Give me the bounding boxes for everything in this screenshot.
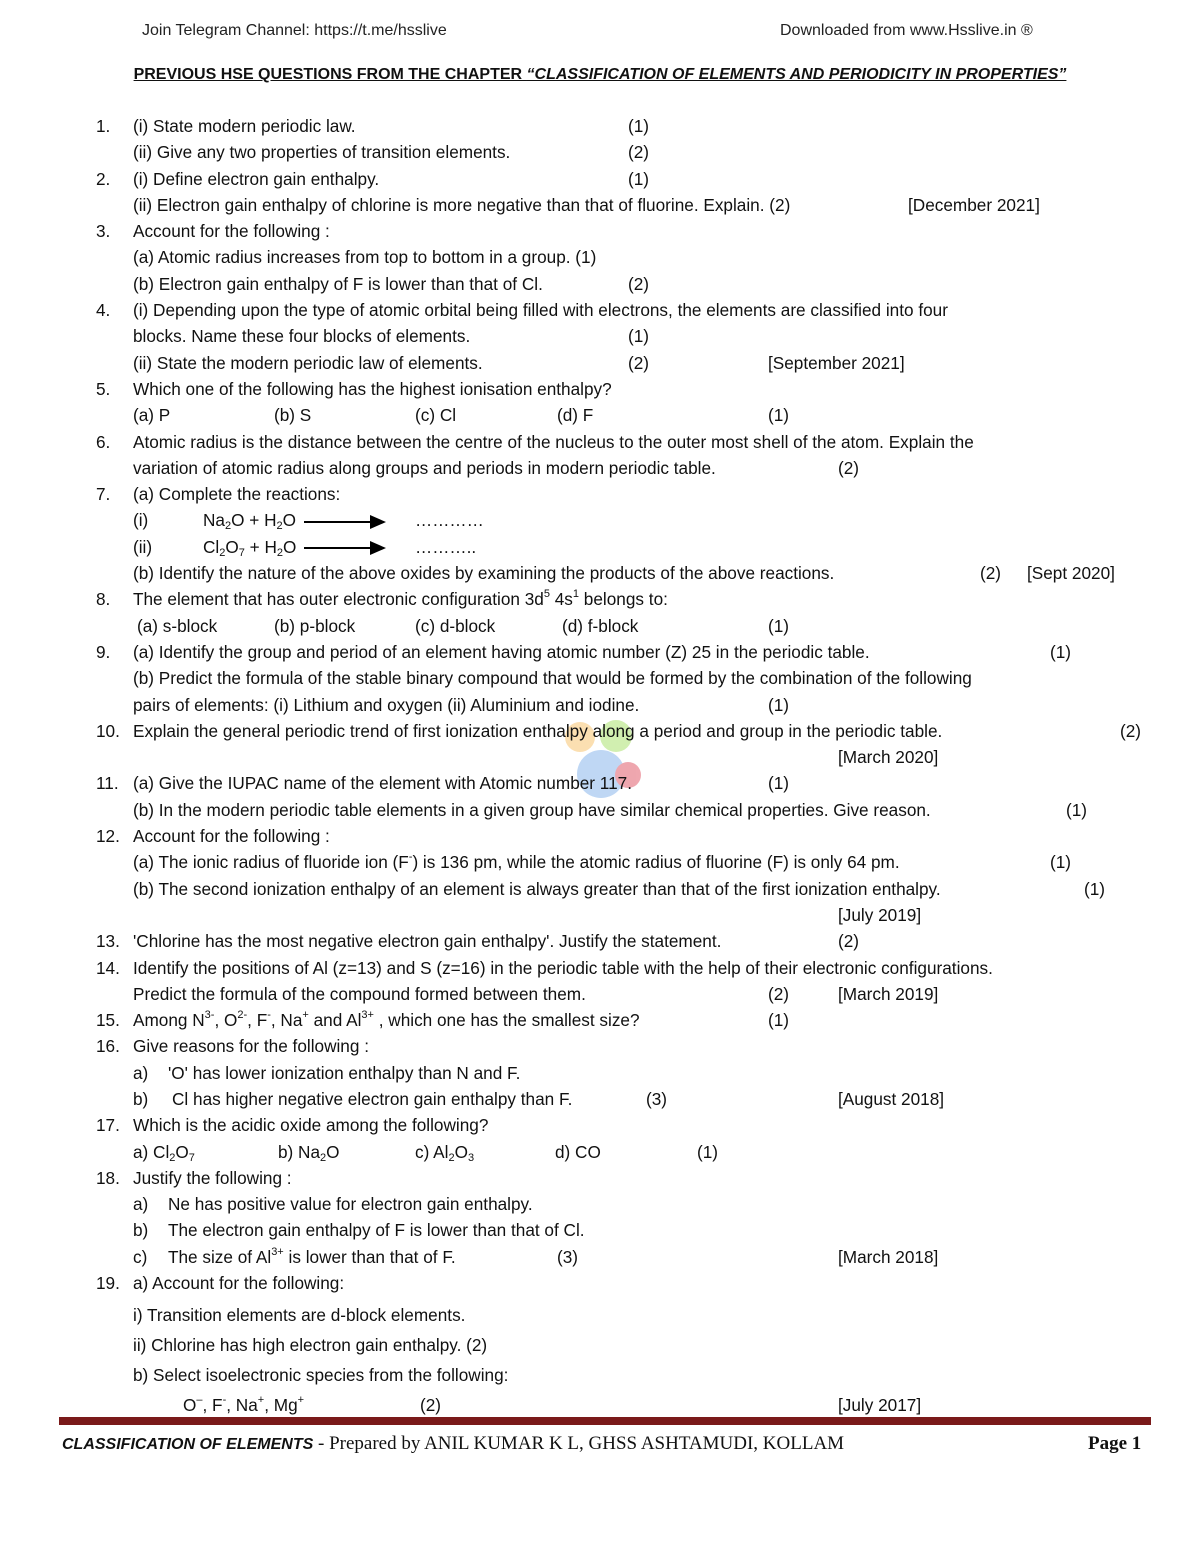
list-item: (b) Predict the formula of the stable binary compound that would be formed by the combination of the following	[133, 668, 972, 689]
list-item: 9. (a) Identify the group and period of an element having atomic number (Z) 25 in the periodic table. (1)	[96, 641, 1072, 662]
list-item: 15. Among $N^{3-}$, $O^{2-}$, F-, Na+ and $Al^{3+}$ , which one has the smallest size? (1)	[96, 1009, 790, 1031]
list-item: 8. The element that has outer electronic configuration $3d^5$ $4s^1$ belongs to:	[96, 588, 668, 610]
header-telegram: Join Telegram Channel: https://t.me/hsslive	[142, 22, 447, 39]
list-item: (a) P (b) S (c) Cl (d) F (1)	[133, 405, 790, 426]
header-download-source: Downloaded from www.Hsslive.in ®	[780, 22, 1033, 39]
list-item: a) Ne has positive value for electron gain enthalpy.	[133, 1194, 533, 1215]
list-item: 6. Atomic radius is the distance between the centre of the nucleus to the outer most shell of the atom. Explain the	[96, 431, 974, 452]
list-item: (a) The ionic radius of fluoride ion (F-) is 136 pm, while the atomic radius of fluorine (F) is only 64 pm. (1)	[133, 851, 1072, 873]
question-list	[0, 113, 1200, 1416]
list-item: 16. Give reasons for the following :	[96, 1036, 369, 1057]
list-item: (a) Atomic radius increases from top to bottom in a group. (1)	[133, 247, 597, 268]
list-item: Predict the formula of the compound formed between them. (2) [March 2019]	[133, 983, 939, 1004]
list-item: b) The electron gain enthalpy of F is lower than that of Cl.	[133, 1220, 585, 1241]
list-item: 17. Which is the acidic oxide among the following?	[96, 1115, 489, 1136]
list-item: 5. Which one of the following has the highest ionisation enthalpy?	[96, 378, 612, 399]
list-item: (a) s-block (b) p-block (c) d-block (d) f-block (1)	[137, 615, 790, 636]
list-item: (b) Identify the nature of the above oxides by examining the products of the above reactions. (2) [Sept 2020]	[133, 563, 1115, 584]
arrow-right-icon	[304, 507, 386, 533]
list-item: (ii) Give any two properties of transition elements. (2)	[133, 142, 650, 163]
list-item: 19. a) Account for the following:	[96, 1273, 345, 1294]
list-item: b) Select isoelectronic species from the following:	[133, 1365, 509, 1386]
list-item: (b) In the modern periodic table elements in a given group have similar chemical properties. Give reason. (1)	[133, 799, 1088, 820]
list-item: O–, F-, Na+, Mg+ (2) [July 2017]	[183, 1394, 922, 1416]
footer-divider	[59, 1417, 1151, 1425]
list-item: (b) Electron gain enthalpy of F is lower than that of Cl. (2)	[133, 273, 650, 294]
list-item: i) Transition elements are d-block elements.	[133, 1305, 466, 1326]
reaction-1: $Na_2O + H_2O$	[203, 510, 296, 533]
list-item: 12. Account for the following :	[96, 826, 330, 847]
list-item: 14. Identify the positions of Al (z=13) and S (z=16) in the periodic table with the help of their electronic configurations.	[96, 957, 993, 978]
list-item: b) Cl has higher negative electron gain enthalpy than F. (3) [August 2018]	[133, 1088, 945, 1109]
list-item: [July 2019]	[838, 904, 922, 925]
list-item: [March 2020]	[838, 747, 939, 768]
list-item: (ii) Electron gain enthalpy of chlorine is more negative than that of fluorine. Explain. (2) [December 2021]	[133, 194, 1040, 215]
list-item: 7. (a) Complete the reactions:	[96, 484, 341, 505]
page-number: Page 1	[1088, 1433, 1142, 1454]
list-item: 13. 'Chlorine has the most negative electron gain enthalpy'. Justify the statement. (2)	[96, 931, 860, 952]
list-item: 2. (i) Define electron gain enthalpy. (1)	[96, 168, 650, 189]
footer-credit: CLASSIFICATION OF ELEMENTS - Prepared by ANIL KUMAR K L, GHSS ASHTAMUDI, KOLLAM	[62, 1433, 845, 1454]
list-item: 4. (i) Depending upon the type of atomic orbital being filled with electrons, the elements are classified into four	[96, 300, 948, 321]
list-item: (b) The second ionization enthalpy of an element is always greater than that of the first ionization enthalpy. (1)	[133, 878, 1106, 899]
list-item: 11. (a) Give the IUPAC name of the element with Atomic number 117. (1)	[96, 773, 790, 794]
page-title: PREVIOUS HSE QUESTIONS FROM THE CHAPTER “CLASSIFICATION OF ELEMENTS AND PERIODICITY IN PROPERTIES”	[133, 66, 1067, 83]
list-item: 1. (i) State modern periodic law. (1)	[96, 116, 650, 136]
list-item: pairs of elements: (i) Lithium and oxygen (ii) Aluminium and iodine. (1)	[133, 694, 790, 715]
arrow-right-icon	[304, 534, 386, 560]
list-item: ii) Chlorine has high electron gain enthalpy. (2)	[133, 1335, 488, 1356]
list-item: 3. Account for the following :	[96, 221, 330, 242]
list-item: a) $Cl_2O_7$ b) $Na_2O$ c) $Al_2O_3$ d) CO (1)	[133, 1141, 719, 1164]
list-item: 10. Explain the general periodic trend of first ionization enthalpy along a period and group in the periodic table. (2)	[96, 720, 1142, 741]
list-item: (ii) $Cl_2O_7 + H_2O$ ………..	[0, 534, 1200, 560]
list-item: a) 'O' has lower ionization enthalpy than N and F.	[133, 1062, 521, 1083]
list-item: variation of atomic radius along groups and periods in modern periodic table. (2)	[133, 457, 860, 478]
list-item: (i) $Na_2O + H_2O$ …………	[0, 507, 1200, 533]
list-item: 18. Justify the following :	[96, 1167, 292, 1188]
list-item: c) The size of $Al^{3+}$ is lower than that of F. (3) [March 2018]	[133, 1245, 939, 1267]
reaction-2: $Cl_2O_7 + H_2O$	[203, 536, 297, 559]
list-item: (ii) State the modern periodic law of elements. (2) [September 2021]	[133, 352, 905, 373]
list-item: blocks. Name these four blocks of elements. (1)	[133, 326, 650, 347]
